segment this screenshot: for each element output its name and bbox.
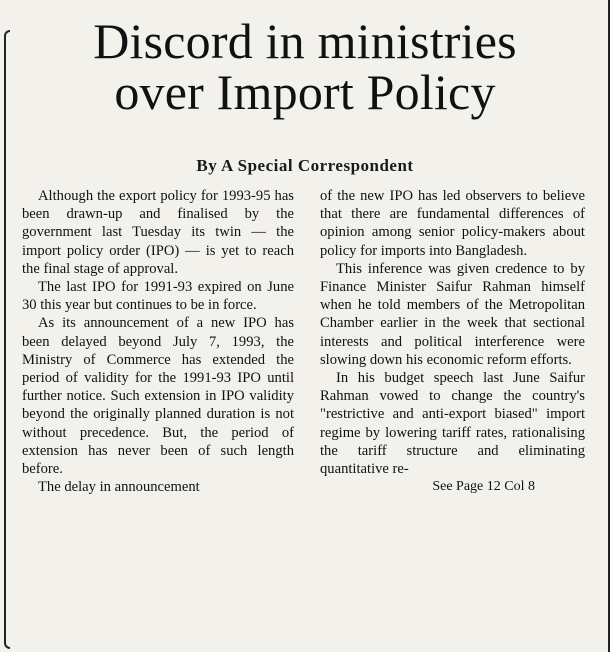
article-column-2 — [320, 187, 585, 496]
paragraph: In his budget speech last June Saifur Rahman vowed to change the country's "restrictive and anti-export biased" import regime by lowering tariff rates, rationalising the tariff structure and eliminating quantitative re- — [320, 370, 585, 478]
left-border-rule — [4, 30, 10, 649]
continued-on-page-notice: See Page 12 Col 8 — [432, 479, 535, 495]
article-column-1 — [22, 187, 294, 496]
headline — [0, 13, 610, 120]
paragraph: This inference was given credence to by Finance Minister Saifur Rahman himself when he told members of the Metropolitan Chamber earlier in the week that sectional interests and political interference were slowing down his economic reform efforts. — [320, 260, 585, 368]
headline-line-1: Discord in ministries — [93, 13, 517, 69]
headline-line-2: over Import Policy — [114, 64, 496, 120]
paragraph: The delay in announcement — [38, 479, 200, 496]
paragraph: As its announcement of a new IPO has been delayed beyond July 7, 1993, the Ministry of Commerce has extended the period of validity for the 1991-93 IPO until further notice. Such extension in IPO validity beyond the originally planned duration is not without precedence. But, the period of extension has never been of such length before. — [22, 315, 294, 478]
paragraph: Although the export policy for 1993-95 has been drawn-up and finalised by the government last Tuesday its twin — the import policy order (IPO) — is yet to reach the final stage of approval. — [22, 188, 294, 277]
paragraph: The last IPO for 1991-93 expired on June 30 this year but continues to be in force. — [22, 279, 294, 314]
byline: By A Special Correspondent — [196, 156, 414, 175]
paragraph-continued: of the new IPO has led observers to believe that there are fundamental differences of opinion among senior policy-makers about policy for imports into Bangladesh. — [320, 188, 585, 259]
